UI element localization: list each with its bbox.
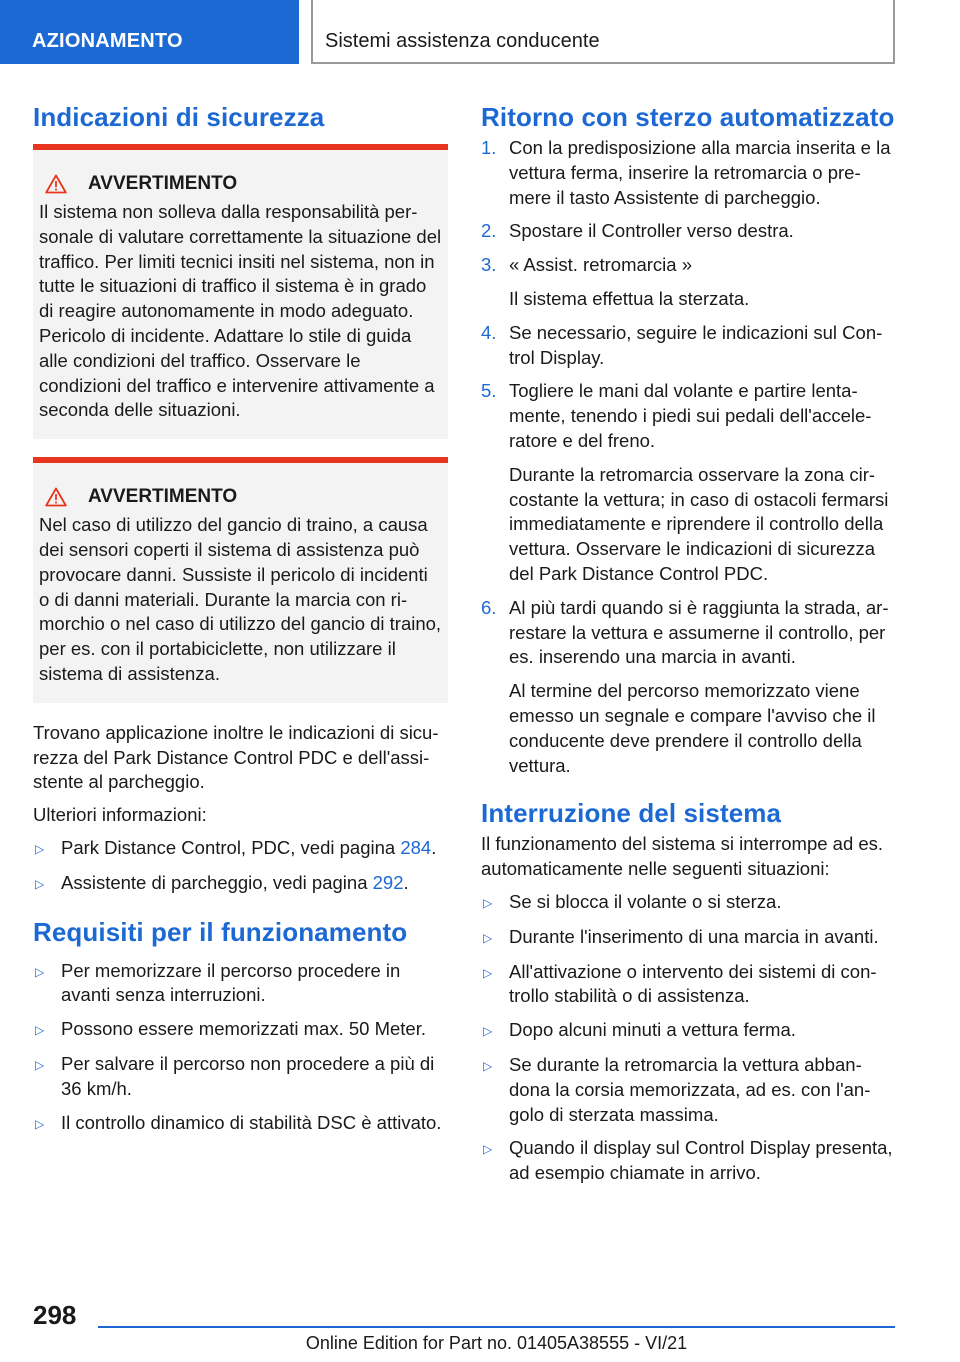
header-divider-left bbox=[311, 0, 313, 64]
list-item: ▷ Quando il display sul Control Display presenta, ad esempio chiamate in arrivo. bbox=[481, 1136, 896, 1186]
bullet-triangle-icon bbox=[33, 959, 61, 1009]
step-number: 2. bbox=[481, 220, 497, 242]
paragraph-apply: Trovano applicazione inoltre le indicazioni di sicurezza del Park Distance Control PDC e dell'assistente al parcheggio. bbox=[33, 721, 439, 793]
list-item: ▷ Dopo alcuni minuti a vettura ferma. bbox=[481, 1018, 896, 1044]
steps-list bbox=[481, 136, 896, 778]
chapter-title: Sistemi assistenza conducente bbox=[325, 30, 600, 52]
right-column bbox=[481, 100, 896, 1196]
step-item: 3. « Assist. retromarcia » Il sistema effettua la sterzata. bbox=[481, 253, 896, 312]
step-item: 1. Con la predisposizione alla marcia inserita e la vettura ferma, inserire la retromarcia o premere il tasto Assistente di parcheggio. bbox=[481, 136, 896, 210]
step-item: 6. Al più tardi quando si è raggiunta la strada, arrestare la vettura e assumerne il controllo, per es. inserendo una marcia in avanti. Al termine del percorso memorizzato viene emesso un segnale e compare l'avviso che il conducente deve prendere il controllo della vettura. bbox=[481, 596, 896, 779]
reference-list bbox=[33, 836, 448, 897]
paragraph-interrupt: Il funzionamento del sistema si interrompe ad es. automaticamente nelle seguenti situazioni: bbox=[481, 833, 884, 880]
section-tab: AZIONAMENTO bbox=[0, 0, 299, 64]
bullet-triangle-icon bbox=[481, 925, 509, 951]
list-item: ▷ Se durante la retromarcia la vettura abbandona la corsia memorizzata, ad es. con l'angolo di sterzata massima. bbox=[481, 1053, 896, 1127]
bullet-triangle-icon bbox=[33, 1052, 61, 1102]
paragraph-more-info: Ulteriori informazioni: bbox=[33, 804, 207, 826]
list-item: ▷ Il controllo dinamico di stabilità DSC è attivato. bbox=[33, 1111, 448, 1137]
warning-triangle-icon bbox=[45, 174, 67, 194]
heading-safety: Indicazioni di sicurezza bbox=[33, 102, 325, 132]
bullet-triangle-icon bbox=[33, 1017, 61, 1043]
step-item: 5. Togliere le mani dal volante e partire lentamente, tenendo i piedi sui pedali dell'acceleratore e del freno. Durante la retromarcia osservare la zona circostante la vettura; in caso di ostacoli fermarsi immediatamente e riprendere il controllo della vettura. Osservare le indicazioni di sicurezza del Park Distance Control PDC. bbox=[481, 379, 896, 586]
list-item: ▷ Possono essere memorizzati max. 50 Meter. bbox=[33, 1017, 448, 1043]
bullet-triangle-icon bbox=[33, 836, 61, 862]
heading-requirements: Requisiti per il funzionamento bbox=[33, 916, 408, 947]
heading-return: Ritorno con sterzo automatizzato bbox=[481, 102, 895, 132]
requirements-list bbox=[33, 959, 448, 1137]
list-item: ▷ Per memorizzare il percorso procedere in avanti senza interruzioni. bbox=[33, 959, 448, 1009]
bullet-triangle-icon bbox=[481, 1136, 509, 1186]
bullet-triangle-icon bbox=[33, 1111, 61, 1137]
warning-box-1 bbox=[33, 144, 448, 439]
heading-interrupt: Interruzione del sistema bbox=[481, 798, 782, 829]
warning-title-2 bbox=[39, 485, 442, 509]
warning-label-2: AVVERTIMENTO bbox=[88, 486, 238, 508]
step-number: 6. bbox=[481, 596, 497, 618]
ref-text: Park Distance Control, PDC, vedi pagina bbox=[61, 836, 401, 858]
list-item: ▷ Durante l'inserimento di una marcia in avanti. bbox=[481, 925, 896, 951]
list-item: ▷ Park Distance Control, PDC, vedi pagina 284. bbox=[33, 836, 448, 862]
interrupt-list bbox=[481, 890, 896, 1186]
step-number: 4. bbox=[481, 321, 497, 343]
footer-rule bbox=[98, 1326, 895, 1328]
step-item: 4. Se necessario, seguire le indicazioni sul Control Display. bbox=[481, 321, 896, 371]
warning-box-2 bbox=[33, 457, 448, 703]
warning-label-1: AVVERTIMENTO bbox=[88, 173, 238, 194]
header-underline bbox=[311, 62, 895, 64]
header-divider-right bbox=[893, 0, 895, 64]
bullet-triangle-icon bbox=[33, 871, 61, 897]
page-number: 298 bbox=[33, 1300, 77, 1330]
step-number: 5. bbox=[481, 380, 497, 402]
warning-triangle-icon bbox=[45, 487, 67, 507]
bullet-triangle-icon bbox=[481, 890, 509, 916]
step-item: 2. Spostare il Controller verso destra. bbox=[481, 219, 896, 244]
list-item: ▷ Assistente di parcheggio, vedi pagina 292. bbox=[33, 871, 448, 897]
warning-text-2: Nel caso di utilizzo del gancio di traino, a causa dei sensori coperti il sistema di assistenza può provocare danni. Sussiste il pericolo di incidenti o di danni materiali. Durante la marcia con rimorchio o nel caso di utilizzo del gancio di traino, per es. con il portabiciclette, non utilizzare il sistema di assistenza. bbox=[39, 514, 442, 684]
list-item: ▷ Se si blocca il volante o si sterza. bbox=[481, 890, 896, 916]
step-number: 3. bbox=[481, 254, 497, 276]
bullet-triangle-icon bbox=[481, 1053, 509, 1127]
warning-title-1 bbox=[39, 172, 442, 196]
bullet-triangle-icon bbox=[481, 1018, 509, 1044]
left-column bbox=[33, 100, 448, 1146]
ref-text: Assistente di parcheggio, vedi pagina bbox=[61, 871, 373, 893]
footer-edition: Online Edition for Part no. 01405A38555 - VI/21 bbox=[305, 1333, 688, 1353]
list-item: ▷ All'attivazione o intervento dei sistemi di controllo stabilità o di assistenza. bbox=[481, 960, 896, 1010]
bullet-triangle-icon bbox=[481, 960, 509, 1010]
page-link-284[interactable]: 284 bbox=[400, 836, 432, 858]
warning-text-1: Il sistema non solleva dalla responsabilità personale di valutare correttamente la situazione del traffico. Per limiti tecnici insiti nel sistema, non in tutte le situazioni di traffico il sistema è in grado di reagire autonomamente in modo adeguato. Pericolo di incidente. Adattare lo stile di guida alle condizioni del traffico. Osservare le condizioni del traffico e intervenire attivamente a seconda delle situazioni. bbox=[39, 201, 442, 421]
page-link-292[interactable]: 292 bbox=[372, 871, 404, 893]
step-number: 1. bbox=[481, 137, 497, 158]
list-item: ▷ Per salvare il percorso non procedere a più di 36 km/h. bbox=[33, 1052, 448, 1102]
